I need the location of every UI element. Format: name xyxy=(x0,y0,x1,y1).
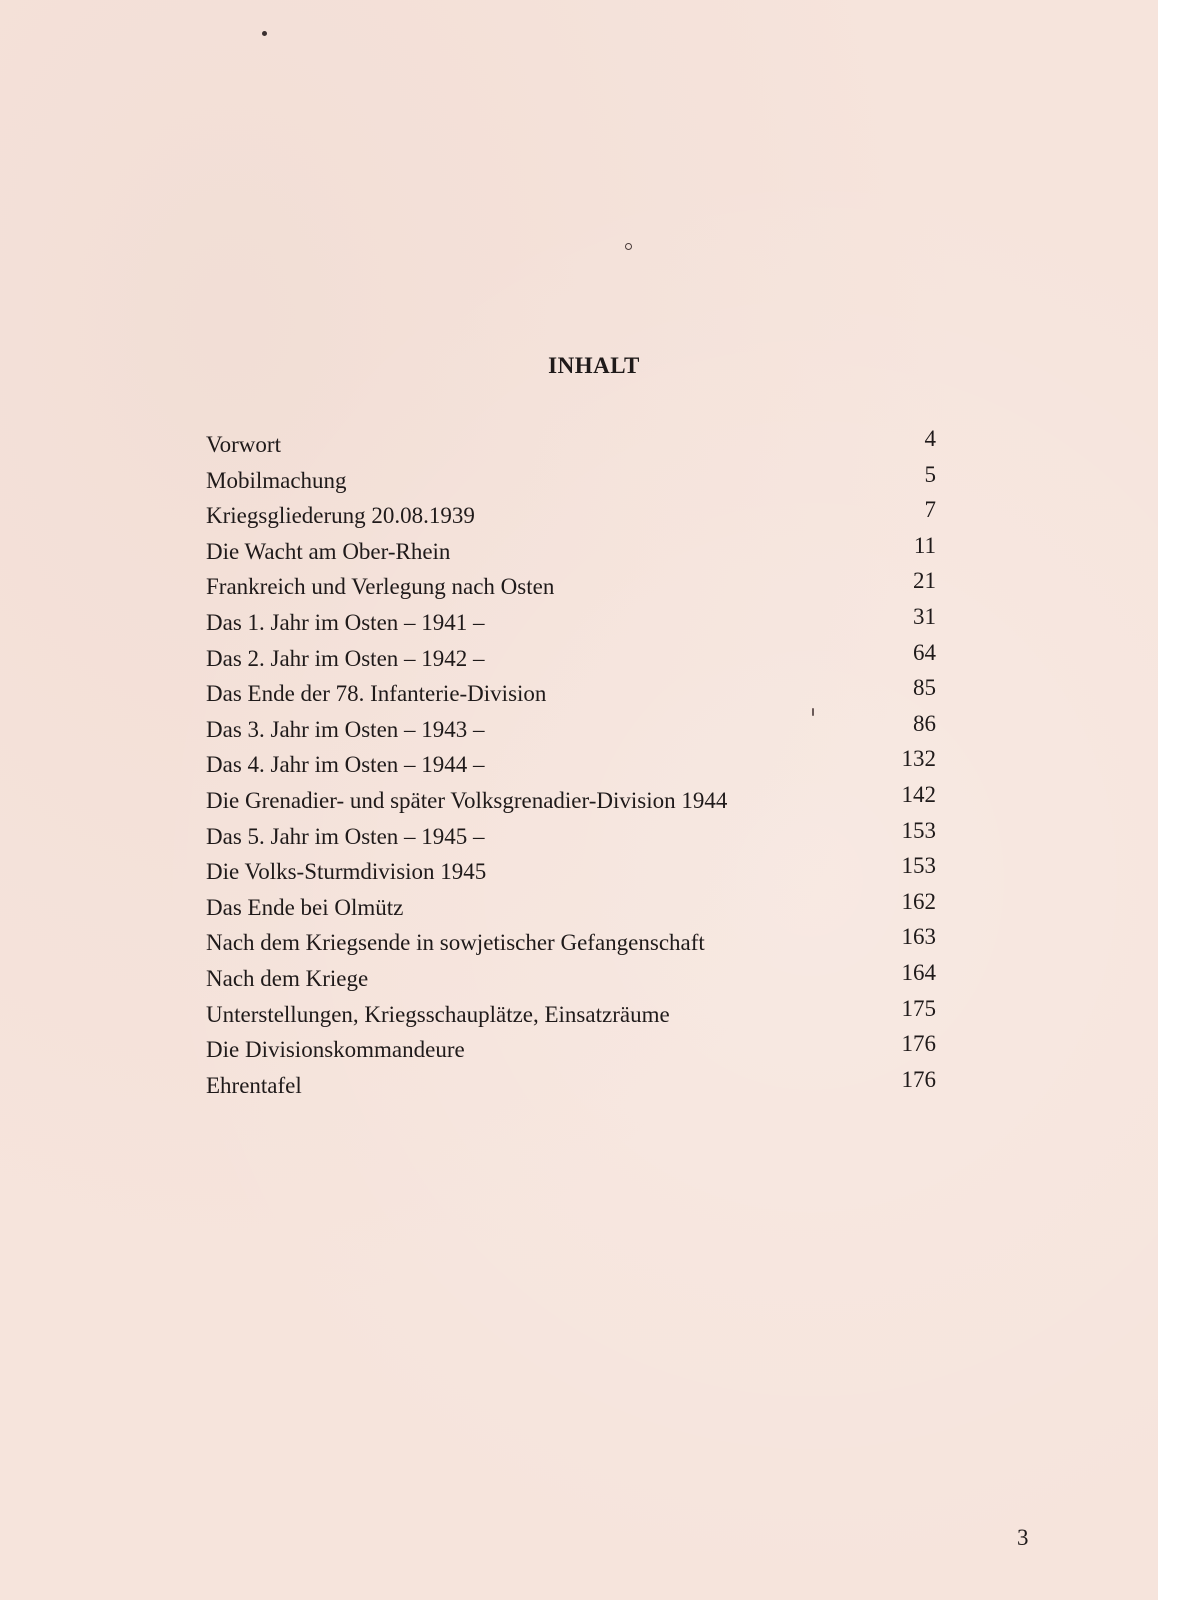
toc-entry-label: Das Ende der 78. Infanterie-Division xyxy=(206,681,547,707)
toc-entry-page: 11 xyxy=(913,532,936,558)
toc-entry-label: Nach dem Kriege xyxy=(206,965,369,991)
toc-entry-page: 162 xyxy=(901,888,936,914)
toc-entry-label: Vorwort xyxy=(206,432,281,457)
scan-margin xyxy=(1158,0,1200,1600)
toc-entry-label: Das 3. Jahr im Osten – 1943 – xyxy=(206,716,485,742)
toc-entry xyxy=(206,853,936,889)
toc-entry-page: 132 xyxy=(901,746,936,772)
toc-entry-page: 163 xyxy=(901,924,936,950)
toc-entry-page: 176 xyxy=(901,1031,936,1057)
toc-entry xyxy=(206,782,936,818)
toc-entry-label: Die Wacht am Ober-Rhein xyxy=(206,538,451,564)
table-of-contents xyxy=(206,426,936,1102)
toc-entry xyxy=(206,1031,936,1067)
toc-entry-label: Das 1. Jahr im Osten – 1941 – xyxy=(206,609,485,635)
toc-entry-page: 164 xyxy=(901,959,936,985)
toc-entry-page: 21 xyxy=(913,568,936,594)
toc-entry-label: Die Volks-Sturmdivision 1945 xyxy=(206,859,487,885)
toc-entry-page: 7 xyxy=(924,497,936,523)
toc-entry-label: Das 4. Jahr im Osten – 1944 – xyxy=(206,752,485,778)
toc-entry-label: Das Ende bei Olmütz xyxy=(206,894,404,920)
toc-entry-label: Nach dem Kriegsende in sowjetischer Gefangenschaft xyxy=(206,930,705,956)
toc-entry xyxy=(206,675,936,711)
toc-entry xyxy=(206,889,936,925)
toc-entry-label: Unterstellungen, Kriegsschauplätze, Einsatzräume xyxy=(206,1001,670,1027)
toc-entry-page: 64 xyxy=(913,639,936,665)
toc-entry-label: Das 2. Jahr im Osten – 1942 – xyxy=(206,645,485,671)
toc-entry-page: 86 xyxy=(913,710,936,736)
toc-entry xyxy=(206,711,936,747)
toc-entry xyxy=(206,746,936,782)
toc-entry xyxy=(206,426,936,462)
toc-entry-page: 142 xyxy=(901,781,936,807)
toc-entry xyxy=(206,497,936,533)
toc-entry-page: 153 xyxy=(901,817,936,843)
toc-entry-page: 85 xyxy=(913,675,936,701)
toc-entry-label: Mobilmachung xyxy=(206,467,347,493)
toc-entry xyxy=(206,640,936,676)
page-title: INHALT xyxy=(548,353,640,378)
toc-entry-label: Ehrentafel xyxy=(206,1072,302,1098)
toc-entry xyxy=(206,604,936,640)
toc-entry-label: Frankreich und Verlegung nach Osten xyxy=(206,574,555,600)
toc-entry xyxy=(206,996,936,1032)
toc-entry xyxy=(206,924,936,960)
toc-entry-page: 153 xyxy=(901,853,936,879)
toc-entry-page: 175 xyxy=(901,995,936,1021)
toc-entry-label: Die Divisionskommandeure xyxy=(206,1037,465,1063)
toc-entry-label: Kriegsgliederung 20.08.1939 xyxy=(206,503,475,529)
toc-entry xyxy=(206,533,936,569)
paper-speck xyxy=(625,243,632,250)
toc-entry-page: 4 xyxy=(924,426,936,451)
toc-entry xyxy=(206,568,936,604)
toc-entry-label: Die Grenadier- und später Volksgrenadier-Division 1944 xyxy=(206,787,728,813)
toc-entry-page: 176 xyxy=(901,1066,936,1092)
toc-entry-page: 5 xyxy=(924,461,936,487)
toc-entry xyxy=(206,818,936,854)
toc-entry xyxy=(206,462,936,498)
paper-speck xyxy=(262,31,267,36)
toc-entry-page: 31 xyxy=(913,603,936,629)
toc-entry xyxy=(206,1067,936,1103)
page-number: 3 xyxy=(1017,1525,1029,1550)
toc-entry xyxy=(206,960,936,996)
toc-entry-label: Das 5. Jahr im Osten – 1945 – xyxy=(206,823,485,849)
